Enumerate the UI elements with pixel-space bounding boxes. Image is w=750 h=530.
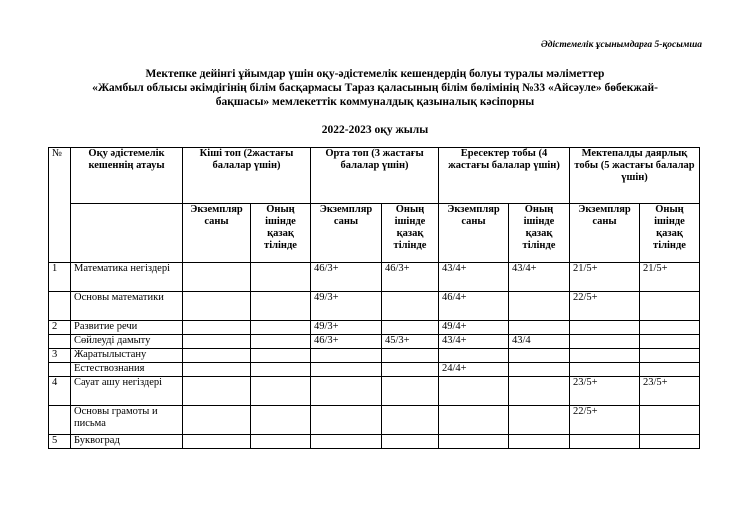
title-line: Мектепке дейінгі ұйымдар үшін оқу-әдістемелік кешендердің болуы туралы мәліметтер [145,68,605,80]
cell-kazakh [382,292,439,321]
cell-count [311,363,382,377]
cell-count [570,321,640,335]
cell-kazakh [382,435,439,449]
row-number [49,363,71,377]
row-name: Сауат ашу негіздері [71,377,183,406]
cell-count: 22/5+ [570,406,640,435]
row-number: 1 [49,263,71,292]
header-blank [71,204,183,263]
row-name: Буквоград [71,435,183,449]
subheader-kazakh: Оның ішінде қазақ тілінде [251,204,311,263]
cell-count [570,435,640,449]
cell-kazakh [509,349,570,363]
cell-kazakh [509,406,570,435]
cell-kazakh [251,321,311,335]
table-row [49,335,700,349]
cell-count [183,349,251,363]
cell-kazakh [640,435,700,449]
cell-kazakh [251,435,311,449]
cell-kazakh [509,292,570,321]
title-line: «Жамбыл облысы әкімдігінің білім басқармасы Тараз қаласының білім бөлімінің №33 «Айсәуле» бөбекжай- [92,82,658,94]
cell-kazakh [251,406,311,435]
cell-count [183,321,251,335]
cell-count [183,263,251,292]
row-number: 2 [49,321,71,335]
cell-kazakh [640,335,700,349]
cell-count [183,292,251,321]
cell-kazakh [509,363,570,377]
title-line: бақшасы» мемлекеттік коммуналдық қазыналық кәсіпорны [215,96,535,108]
cell-count [311,377,382,406]
cell-kazakh [640,292,700,321]
header-group-preschool: Мектепалды даярлық тобы (5 жастағы балалар үшін) [570,148,700,204]
cell-count [311,349,382,363]
row-name: Естествознания [71,363,183,377]
cell-kazakh: 45/3+ [382,335,439,349]
subheader-kazakh: Оның ішінде қазақ тілінде [640,204,700,263]
cell-count [183,435,251,449]
cell-count: 49/3+ [311,292,382,321]
header-group-senior: Ересектер тобы (4 жастағы балалар үшін) [439,148,570,204]
cell-kazakh: 23/5+ [640,377,700,406]
row-number [49,292,71,321]
row-number [49,335,71,349]
cell-kazakh: 43/4 [509,335,570,349]
table-row [49,321,700,335]
table-row [49,292,700,321]
cell-count [183,335,251,349]
header-name: Оқу әдістемелік кешеннің атауы [71,148,183,204]
row-name: Математика негіздері [71,263,183,292]
cell-count: 43/4+ [439,263,509,292]
cell-kazakh [509,321,570,335]
cell-kazakh [382,349,439,363]
cell-kazakh: 46/3+ [382,263,439,292]
cell-kazakh [640,321,700,335]
cell-kazakh [640,363,700,377]
cell-count [183,363,251,377]
cell-kazakh [251,263,311,292]
cell-count: 24/4+ [439,363,509,377]
cell-count [439,349,509,363]
table-row [49,377,700,406]
header-num: № [49,148,71,263]
cell-kazakh: 21/5+ [640,263,700,292]
cell-kazakh [382,321,439,335]
cell-kazakh [382,363,439,377]
cell-count: 23/5+ [570,377,640,406]
cell-count [311,435,382,449]
cell-count [570,349,640,363]
cell-count [570,335,640,349]
header-group-middle: Орта топ (3 жастағы балалар үшін) [311,148,439,204]
document-title [40,67,710,109]
cell-count: 43/4+ [439,335,509,349]
cell-count [439,435,509,449]
cell-kazakh [509,435,570,449]
cell-count: 49/3+ [311,321,382,335]
cell-kazakh [251,349,311,363]
cell-kazakh: 43/4+ [509,263,570,292]
subheader-kazakh: Оның ішінде қазақ тілінде [382,204,439,263]
appendix-note: Әдістемелік ұсынымдарға 5-қосымша [540,40,702,50]
cell-kazakh [640,406,700,435]
row-number: 5 [49,435,71,449]
cell-kazakh [251,335,311,349]
cell-count: 46/4+ [439,292,509,321]
row-name: Основы грамоты и письма [71,406,183,435]
cell-count [570,363,640,377]
subheader-count: Экземпляр саны [439,204,509,263]
header-group-junior: Кіші топ (2жастағы балалар үшін) [183,148,311,204]
row-name: Основы математики [71,292,183,321]
materials-table [48,147,700,449]
subheader-count: Экземпляр саны [183,204,251,263]
cell-count [439,406,509,435]
cell-kazakh [251,363,311,377]
table-row [49,406,700,435]
cell-kazakh [382,377,439,406]
row-name: Развитие речи [71,321,183,335]
subheader-kazakh: Оның ішінде қазақ тілінде [509,204,570,263]
cell-count [439,377,509,406]
cell-kazakh [509,377,570,406]
cell-kazakh [640,349,700,363]
academic-year: 2022-2023 оқу жылы [321,124,429,136]
cell-kazakh [382,406,439,435]
cell-count [183,377,251,406]
row-name: Жаратылыстану [71,349,183,363]
cell-kazakh [251,292,311,321]
row-name: Сөйлеуді дамыту [71,335,183,349]
cell-count: 49/4+ [439,321,509,335]
cell-count: 22/5+ [570,292,640,321]
cell-count: 46/3+ [311,263,382,292]
table-row [49,435,700,449]
subheader-count: Экземпляр саны [311,204,382,263]
row-number: 4 [49,377,71,406]
row-number: 3 [49,349,71,363]
table-row [49,363,700,377]
table-row [49,263,700,292]
cell-count [311,406,382,435]
cell-count [183,406,251,435]
table-row [49,349,700,363]
cell-count: 21/5+ [570,263,640,292]
cell-count: 46/3+ [311,335,382,349]
row-number [49,406,71,435]
subheader-count: Экземпляр саны [570,204,640,263]
cell-kazakh [251,377,311,406]
